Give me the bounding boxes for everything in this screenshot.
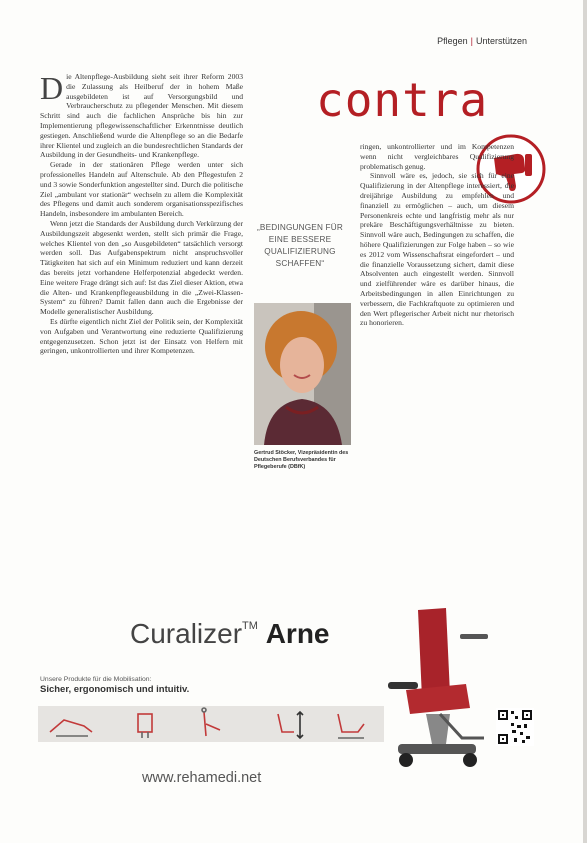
pull-quote: „BEDINGUNGEN FÜR EINE BESSERE QUALIFIZIERUNG SCHAFFEN“ xyxy=(257,223,343,268)
contra-title: contra xyxy=(316,73,489,127)
ad-tagline-small: Unsere Produkte für die Mobilisation: xyxy=(40,676,152,683)
portrait-photo xyxy=(254,303,351,445)
paragraph: Gerade in der stationären Pflege werden unter sich professionelles Handeln auf Altenschule. Ab den Pflegestufen 2 und 3 sowie Sonderfunktion angestellter sind. Durch die politische Ziel „ambulant vor stationär“ wechseln zu allem die Komplexität des Pflegens und damit auch sonderem organisationsspezifisches Handeln, insbesondere im ambulanten Bereich. xyxy=(40,160,243,219)
paragraph: ie Altenpflege-Ausbildung sieht seit ihrer Reform 2003 die Zulassung als Heilberuf der in hohem Maße ausgebildeten ist auf Versorgungsbild und Verbraucherschutz zu pflegender Menschen. Mit diesem Schritt sind auch die fachlichen Ansprüche bis hin zur Implementierung pflegewissenschaftlicher Erkenntnisse deutlich gestiegen. Anschließend wurde die Altenpflege so an die Bedarfe ihrer Klientel und zugleich an die bundesrechtlichen Standards der Ausbildung in der Gesundheits- und Krankenpflege. xyxy=(40,72,243,160)
standing-chair-icon xyxy=(202,708,220,736)
chair-lift-icon xyxy=(138,714,152,738)
page-edge xyxy=(583,0,587,843)
reclining-chair-icon xyxy=(50,720,92,736)
subsection-label: Unterstützen xyxy=(475,36,527,46)
paragraph: ringen, unkontrollierter und im Kompetenzen wenn nicht vergleichbares Qualifizierung problematisch genug. xyxy=(360,142,514,171)
separator-bar: | xyxy=(470,36,473,46)
dropcap: D xyxy=(40,72,64,106)
brand-model: Arne xyxy=(265,618,330,649)
qr-code-icon xyxy=(496,708,534,746)
paragraph: Sinnvoll wäre es, jedoch, sie sich für eine Qualifizierung in der Altenpflege interessiert, die dreijährige Ausbildung zu empfehlen und finanziell zu ermöglichen – auch, um diesem Personenkreis echte und langfristig mehr als nur prekäre Beschäftigungsverhältnisse zu bieten. Sinnvoll wäre auch, Bedingungen zu schaffen, die höhere Qualifizierungen zur Folge haben – so wie es 2012 vom Wissenschaftsrat eingefordert – und die finanzielle Voraussetzung sichert, damit diese Absolventen auch eingestellt werden. Sinnvoll und zielführender wäre es darüber hinaus, die Arbeitsbedingungen in allen Einrichtungen zu verbessern, die Fachkraftquote zu optimieren und den Wert pflegerischer Arbeit nicht nur rhetorisch zu honorieren. xyxy=(360,171,514,328)
feature-icon-strip xyxy=(38,706,384,742)
chair-product-image xyxy=(366,604,494,774)
section-label: Pflegen xyxy=(437,36,468,46)
photo-caption: Gertrud Stöcker, Vizepräsidentin des Deutschen Berufsverbandes für Pflegeberufe (DBfK) xyxy=(254,450,349,470)
trademark: TM xyxy=(242,620,258,632)
chair-height-icon xyxy=(278,712,303,738)
section-header xyxy=(437,36,527,46)
ad-brand xyxy=(130,618,330,650)
ad-url[interactable]: www.rehamedi.net xyxy=(142,770,262,786)
brand-name: Curalizer xyxy=(130,618,243,649)
article-column-3 xyxy=(360,142,514,542)
paragraph: Wenn jetzt die Standards der Ausbildung durch Verkürzung der Ausbildungszeit abgesenkt werden, stellt sich primär die Frage, welches Klientel von den „so Ausgebildeten“ tatsächlich versorgt werden soll. Das Aufgabenspektrum nicht anspruchsvoller Tätigkeiten hat sich auf ein Minimum reduziert und kann derzeit das bereits jetzt vorhandene Helferpotenzial abgedeckt werden. Eine weitere Frage drängt sich auf: Ist das Ziel dieser Aktion, etwa die Alten- und Krankenpflegeausbildung in die „Zwei-Klassen-System“ zu führen? Damit fallen dann auch die Ergebnisse der Modelle generalistischer Ausbildung. xyxy=(40,218,243,317)
chair-adjust-icon xyxy=(338,714,364,738)
article-column-1 xyxy=(40,72,243,544)
ad-tagline-bold: Sicher, ergonomisch und intuitiv. xyxy=(40,684,190,695)
paragraph: Es dürfte eigentlich nicht Ziel der Politik sein, der Komplexität von Aufgaben und Verantwortung eine reduzierte Qualifizierung entgegenzusetzen. Schon jetzt ist der Einsatz von Helfern mit geringen, unkontrollierten und ihrer Kompetenzen. xyxy=(40,316,243,356)
